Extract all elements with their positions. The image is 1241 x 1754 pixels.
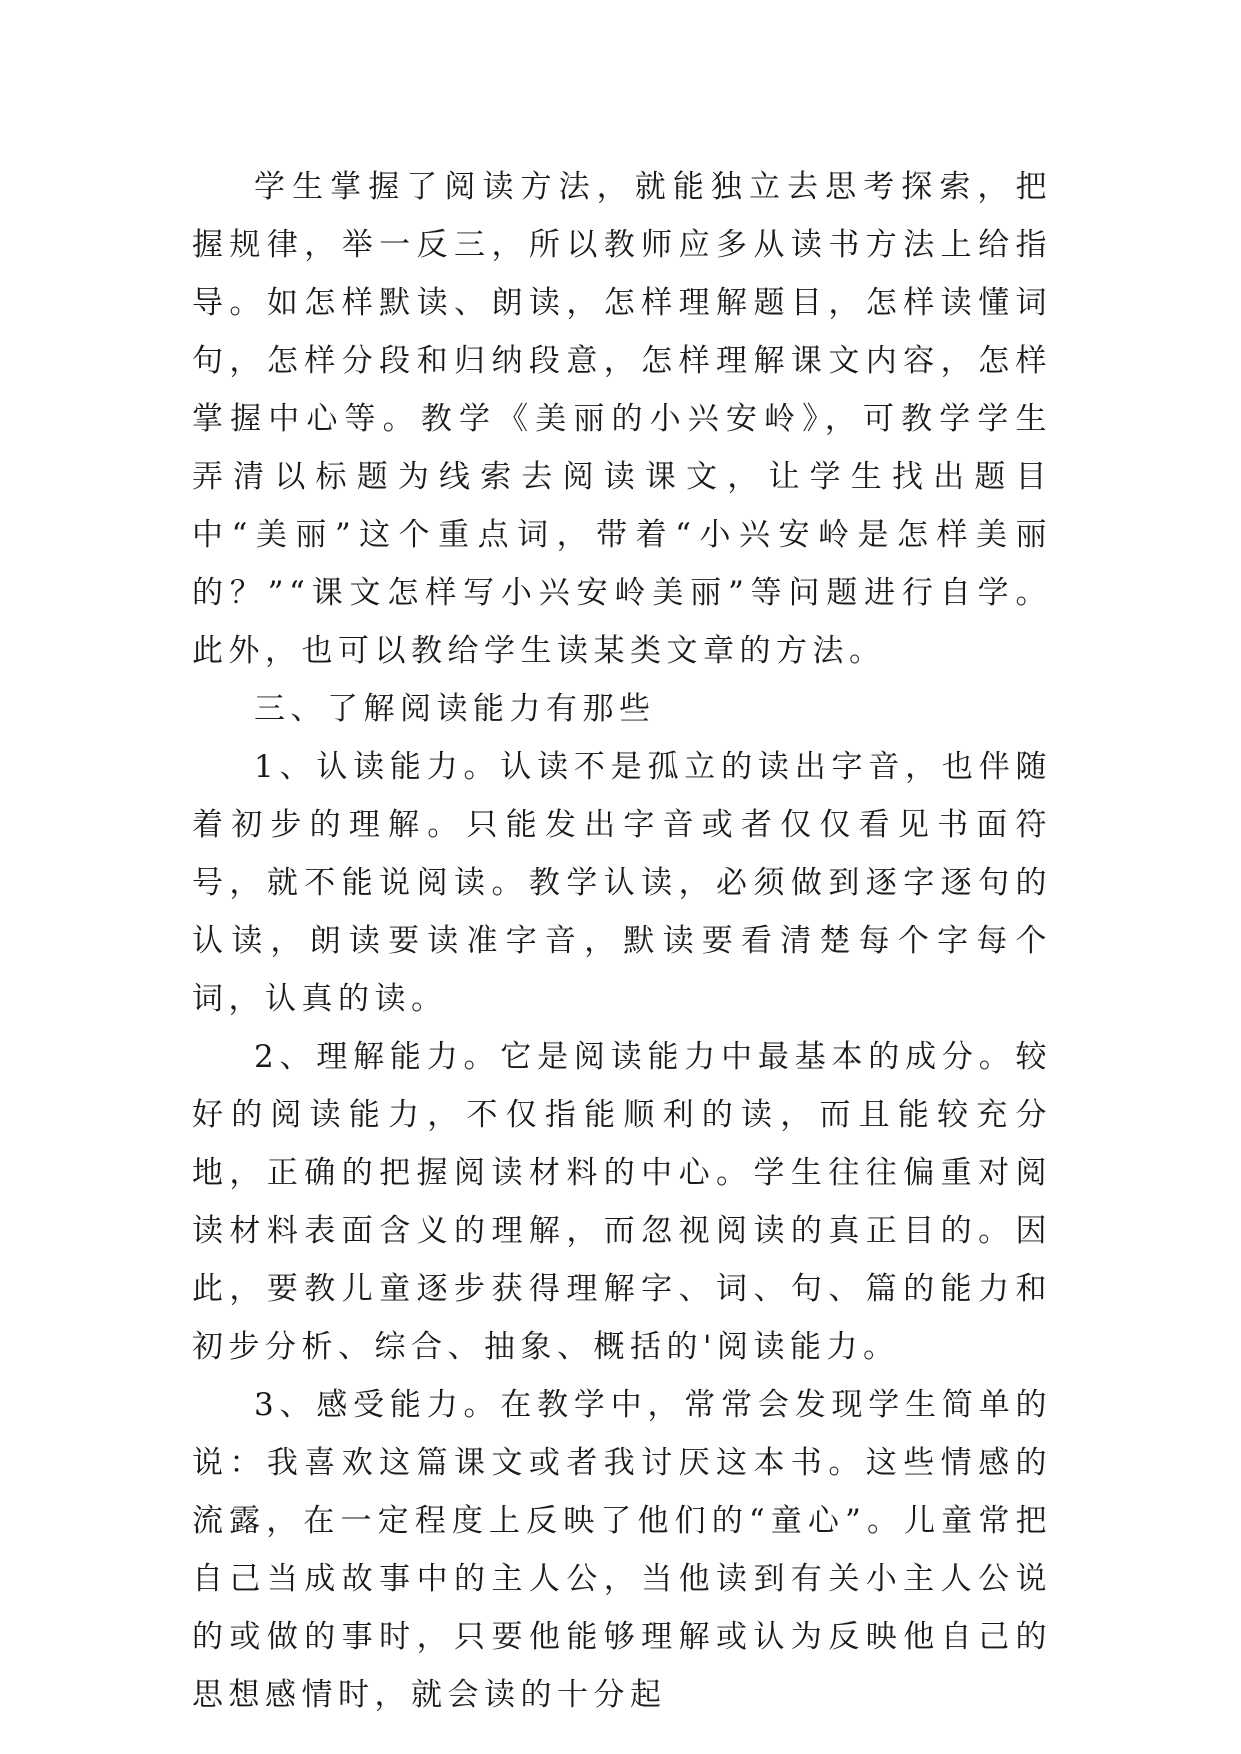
paragraph-perception-ability: 3、感受能力。在教学中，常常会发现学生简单的说：我喜欢这篇课文或者我讨厌这本书。这些情感的流露，在一定程度上反映了他们的“童心”。儿童常把自己当成故事中的主人公，当他读到有关小主人公说的或做的事时，只要他能够理解或认为反映他自己的思想感情时，就会读的十分起 [192, 1387, 1052, 1713]
paragraph-reading-methods: 学生掌握了阅读方法，就能独立去思考探索，把握规律，举一反三，所以教师应多从读书方法上给指导。如怎样默读、朗读，怎样理解题目，怎样读懂词句，怎样分段和归纳段意，怎样理解课文内容，怎样掌握中心等。教学《美丽的小兴安岭》，可教学学生弄清以标题为线索去阅读课文，让学生找出题目中“美丽”这个重点词，带着“小兴安岭是怎样美丽的？”“课文怎样写小兴安岭美丽”等问题进行自学。此外，也可以教给学生读某类文章的方法。 [192, 169, 1052, 669]
document-body [192, 158, 1052, 1724]
paragraph-comprehension-ability: 2、理解能力。它是阅读能力中最基本的成分。较好的阅读能力，不仅指能顺利的读，而且能较充分地，正确的把握阅读材料的中心。学生往往偏重对阅读材料表面含义的理解，而忽视阅读的真正目的。因此，要教儿童逐步获得理解字、词、句、篇的能力和初步分析、综合、抽象、概括的'阅读能力。 [192, 1039, 1052, 1365]
paragraph-recognition-ability: 1、认读能力。认读不是孤立的读出字音，也伴随着初步的理解。只能发出字音或者仅仅看见书面符号，就不能说阅读。教学认读，必须做到逐字逐句的认读，朗读要读准字音，默读要看清楚每个字每个词，认真的读。 [192, 749, 1052, 1017]
section-heading-reading-abilities: 三、了解阅读能力有那些 [254, 691, 656, 727]
